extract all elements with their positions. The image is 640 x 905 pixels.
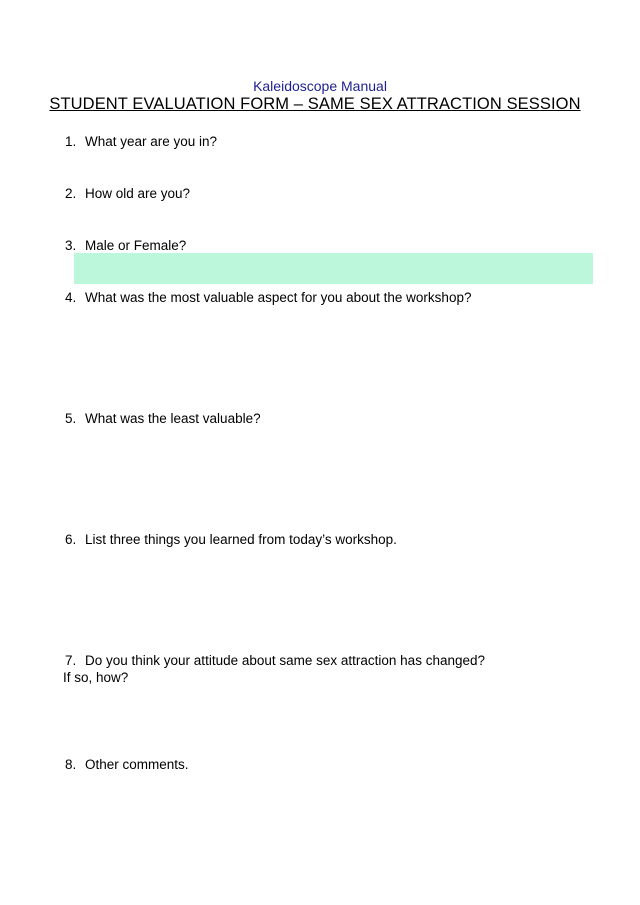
question-text: How old are you? [85,186,191,201]
question-6 [65,531,397,548]
question-text: List three things you learned from today’s workshop. [85,532,397,547]
question-5 [65,410,261,427]
question-number: 6. [65,532,77,547]
question-2 [65,185,190,202]
question-text: Other comments. [85,757,189,772]
question-4 [65,289,471,306]
form-title: STUDENT EVALUATION FORM – SAME SEX ATTRACTION SESSION [49,95,581,113]
question-number: 2. [65,186,77,201]
question-text: What was the least valuable? [85,411,261,426]
question-number: 7. [65,653,77,668]
question-number: 8. [65,757,77,772]
question-number: 3. [65,238,77,253]
question-3 [65,237,186,254]
question-text: What was the most valuable aspect for you about the workshop? [85,290,472,305]
question-text: What year are you in? [85,134,218,149]
question-number: 5. [65,411,77,426]
question-text: Male or Female? [85,238,187,253]
manual-name: Kaleidoscope Manual [253,78,387,94]
question-text: Do you think your attitude about same sex attraction has changed? [85,653,485,668]
question-1 [65,133,217,150]
question-7 [65,652,485,686]
highlighted-answer-area [74,253,593,284]
question-number: 4. [65,290,77,305]
question-8 [65,756,189,773]
question-number: 1. [65,134,77,149]
question-continuation: If so, how? [63,670,129,685]
